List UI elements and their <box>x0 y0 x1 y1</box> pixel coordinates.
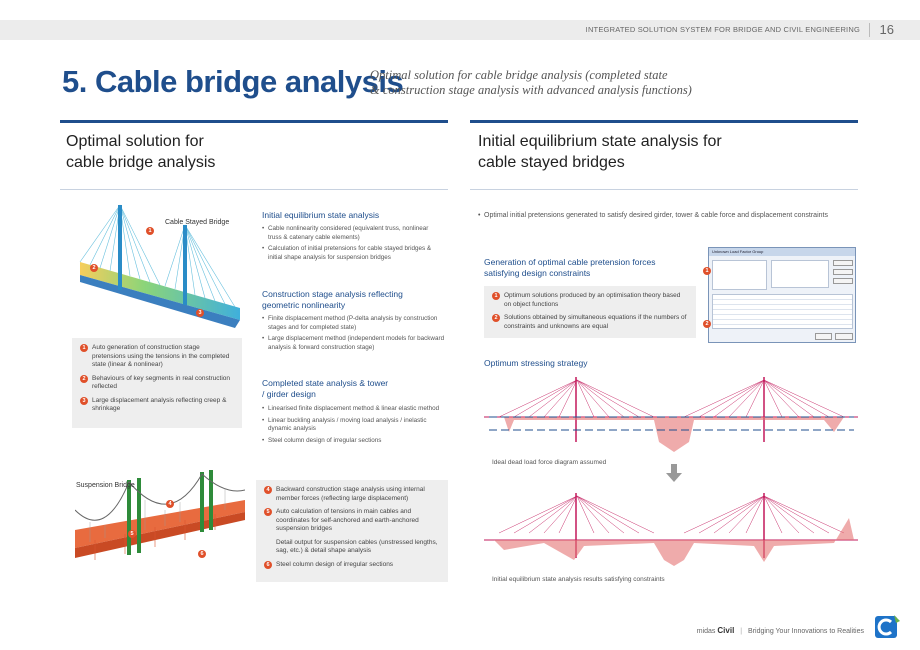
s3-title-line2: / girder design <box>262 388 316 399</box>
dialog-delete-button[interactable] <box>833 278 853 284</box>
note-4-badge: 4 <box>264 486 272 494</box>
note-2-text: Behaviours of key segments in real construction reflected <box>92 374 231 390</box>
fig1-badge-1: 1 <box>146 227 154 235</box>
s2-title <box>262 289 403 310</box>
brand-civil: Civil <box>717 626 735 635</box>
s2-list <box>262 315 447 355</box>
caption-1: Ideal dead load force diagram assumed <box>492 459 607 466</box>
notes-box-2 <box>256 480 448 582</box>
note-3-badge: 3 <box>80 397 88 405</box>
fig2-badge-6: 6 <box>198 550 206 558</box>
footer-tagline: Bridging Your Innovations to Realities <box>748 628 864 635</box>
right-heading-line2: cable stayed bridges <box>478 154 625 171</box>
fig2-label: Suspension Bridge <box>76 482 135 489</box>
header-text: INTEGRATED SOLUTION SYSTEM FOR BRIDGE AND CIVIL ENGINEERING <box>585 25 860 34</box>
subtitle-line1: Optimal solution for cable bridge analysis (completed state <box>370 68 668 82</box>
caption-2: Initial equilibrium state analysis results satisfying constraints <box>492 576 665 583</box>
s3-title <box>262 378 388 399</box>
opt-title: Optimum stressing strategy <box>484 358 588 368</box>
s3-title-line1: Completed state analysis & tower <box>262 378 389 388</box>
note-1-badge: 1 <box>80 344 88 352</box>
s1-list <box>262 225 442 265</box>
right-section-bar <box>470 120 858 123</box>
footer <box>697 626 864 635</box>
brand-midas: midas <box>696 628 716 635</box>
right-section-heading <box>478 131 722 173</box>
note-4-text: Backward construction stage analysis using internal member forces (reflecting large displacement) <box>276 486 425 502</box>
intro-item: • Optimal initial pretensions generated to satisfy desired girder, tower & cable force and displacement constraints <box>478 209 858 223</box>
left-section-bar <box>60 120 448 123</box>
note-5b <box>264 539 440 556</box>
gen-note-2-badge: 2 <box>492 314 500 322</box>
top-bar <box>0 20 920 40</box>
page-subtitle <box>370 68 692 98</box>
equilibrium-result-diagram <box>484 488 858 570</box>
fig1-badge-3: 3 <box>196 309 204 317</box>
gen-title-line2: satisfying design constraints <box>484 267 591 278</box>
note-5-text: Auto calculation of tensions in main cables and coordinates for self-anchored and earth-anchored suspension bridges <box>276 508 419 532</box>
right-section-rule <box>470 189 858 190</box>
gen-title-line1: Generation of optimal cable pretension forces <box>484 257 656 267</box>
dialog-add-button[interactable] <box>833 260 853 266</box>
s3-item: • Linearised finite displacement method & linear elastic method <box>262 405 442 414</box>
s2-item: • Finite displacement method (P-delta analysis by construction stages and for completed state) <box>262 315 447 332</box>
gen-notes-box <box>484 286 696 338</box>
dialog-modify-button[interactable] <box>833 269 853 275</box>
note-2 <box>80 375 234 392</box>
header-divider <box>869 23 870 37</box>
page-title: 5. Cable bridge analysis <box>62 64 404 99</box>
footer-divider: | <box>740 628 743 635</box>
note-2-badge: 2 <box>80 375 88 383</box>
right-heading-line1: Initial equilibrium state analysis for <box>478 133 722 150</box>
unknown-load-factor-dialog <box>708 247 856 343</box>
dialog-badge-2: 2 <box>703 320 711 328</box>
gen-note-2 <box>492 314 688 331</box>
left-heading-line1: Optimal solution for <box>66 133 204 150</box>
down-arrow-icon <box>666 464 682 482</box>
fig1-badge-2: 2 <box>90 264 98 272</box>
s3-item: • Steel column design of irregular sections <box>262 437 442 446</box>
s3-list <box>262 405 442 448</box>
s2-item: • Large displacement method (independent models for backward analysis & forward construction stage) <box>262 335 447 352</box>
note-6-badge: 6 <box>264 561 272 569</box>
dialog-table <box>712 294 853 329</box>
left-section-rule <box>60 189 448 190</box>
left-heading-line2: cable bridge analysis <box>66 154 216 171</box>
dialog-ok-button[interactable] <box>815 333 832 340</box>
note-1-text: Auto generation of construction stage pretensions using the tensions in the completed state (linear & nonlinear) <box>92 344 230 368</box>
dialog-badge-1: 1 <box>703 267 711 275</box>
note-5-badge: 5 <box>264 508 272 516</box>
dialog-titlebar: Unknown Load Factor Group <box>709 248 855 256</box>
note-4 <box>264 486 440 503</box>
gen-note-1-badge: 1 <box>492 292 500 300</box>
note-1 <box>80 344 234 370</box>
notes-box-1 <box>72 338 242 428</box>
note-5b-text: Detail output for suspension cables (unstressed lengths, sag, etc.) & detail shape analysis <box>276 538 438 554</box>
s2-title-line1: Construction stage analysis reflecting <box>262 289 403 299</box>
note-5 <box>264 508 440 534</box>
s1-item: • Cable nonlinearity considered (equivalent truss, nonlinear truss & catenary cable elements) <box>262 225 442 242</box>
note-6 <box>264 561 440 570</box>
gen-note-1 <box>492 292 688 309</box>
dialog-options-panel <box>712 260 767 290</box>
gen-note-1-text: Optimum solutions produced by an optimisation theory based on object functions <box>504 292 681 308</box>
subtitle-line2: & construction stage analysis with advanced analysis functions) <box>370 83 692 97</box>
gen-title <box>484 257 656 278</box>
dialog-constraints-list <box>771 260 829 288</box>
s2-title-line2: geometric nonlinearity <box>262 299 346 310</box>
fig2-badge-4: 4 <box>166 500 174 508</box>
intro-list <box>478 209 858 226</box>
note-3 <box>80 397 234 414</box>
note-6-text: Steel column design of irregular sections <box>276 560 394 568</box>
s1-item: • Calculation of initial pretensions for cable stayed bridges & initial shape analysis for suspension bridges <box>262 245 442 262</box>
s3-item: • Linear buckling analysis / moving load analysis / inelastic dynamic analysis <box>262 417 442 434</box>
note-3-text: Large displacement analysis reflecting creep & shrinkage <box>92 396 227 412</box>
s1-title: Initial equilibrium state analysis <box>262 210 380 220</box>
gen-note-2-text: Solutions obtained by simultaneous equations if the numbers of constraints and unknowns are equal <box>504 314 687 330</box>
fig2-badge-5: 5 <box>128 530 136 538</box>
ideal-dead-load-diagram <box>484 372 858 454</box>
left-section-heading <box>66 131 215 173</box>
fig1-label: Cable Stayed Bridge <box>165 219 230 226</box>
dialog-cancel-button[interactable] <box>835 333 853 340</box>
page-number: 16 <box>879 22 894 37</box>
midas-civil-logo-icon <box>874 613 900 639</box>
